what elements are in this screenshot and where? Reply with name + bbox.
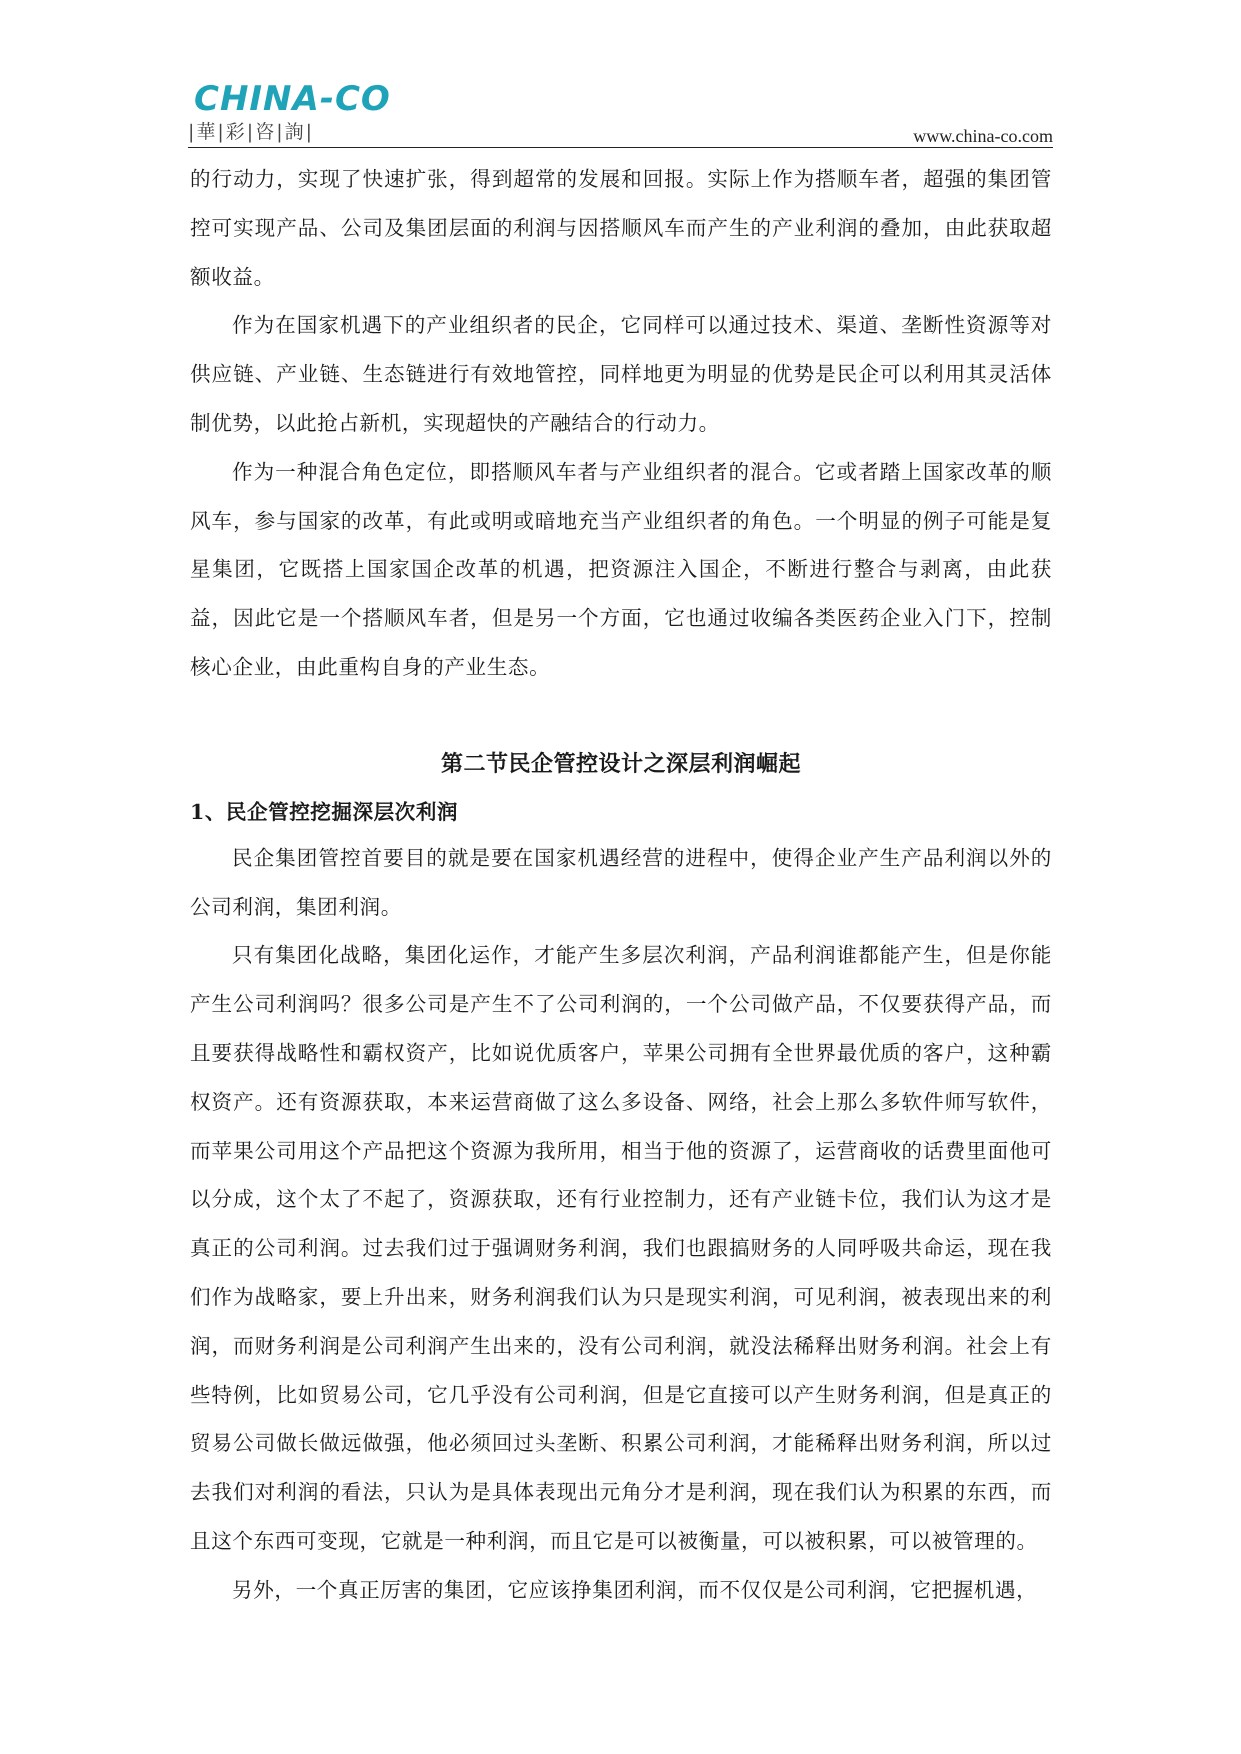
- paragraph-1: 的行动力，实现了快速扩张，得到超常的发展和回报。实际上作为搭顺车者，超强的集团管控可实现产品、公司及集团层面的利润与因搭顺风车而产生的产业利润的叠加，由此获取超额收益。: [190, 167, 1052, 289]
- logo-chinese-name: |華|彩|咨|詢|: [188, 121, 315, 143]
- paragraph-5: 只有集团化战略，集团化运作，才能产生多层次利润，产品利润谁都能产生，但是你能产生公司利润吗？很多公司是产生不了公司利润的，一个公司做产品，不仅要获得产品，而且要获得战略性和霸权资产，比如说优质客户，苹果公司拥有全世界最优质的客户，这种霸权资产。还有资源获取，本来运营商做了这么多设备、网络，社会上那么多软件师写软件，而苹果公司用这个产品把这个资源为我所用，相当于他的资源了，运营商收的话费里面他可以分成，这个太了不起了，资源获取，还有行业控制力，还有产业链卡位，我们认为这才是真正的公司利润。过去我们过于强调财务利润，我们也跟搞财务的人同呼吸共命运，现在我们作为战略家，要上升出来，财务利润我们认为只是现实利润，可见利润，被表现出来的利润，而财务利润是公司利润产生出来的，没有公司利润，就没法稀释出财务利润。社会上有些特例，比如贸易公司，它几乎没有公司利润，但是它直接可以产生财务利润，但是真正的贸易公司做长做远做强，他必须回过头垄断、积累公司利润，才能稀释出财务利润，所以过去我们对利润的看法，只认为是具体表现出元角分才是利润，现在我们认为积累的东西，而且这个东西可变现，它就是一种利润，而且它是可以被衡量，可以被积累，可以被管理的。: [190, 943, 1052, 1553]
- section-title: 第二节民企管控设计之深层利润崛起: [440, 750, 801, 777]
- logo-wordmark: CHINA-CO: [194, 79, 391, 119]
- company-logo: [188, 78, 448, 144]
- header-divider: [188, 147, 1053, 148]
- subsection-title: 1、民企管控挖掘深层次利润: [190, 799, 458, 824]
- paragraph-2: 作为在国家机遇下的产业组织者的民企，它同样可以通过技术、渠道、垄断性资源等对供应链、产业链、生态链进行有效地管控，同样地更为明显的优势是民企可以利用其灵活体制优势，以此抢占新机，实现超快的产融结合的行动力。: [190, 313, 1052, 435]
- paragraph-3: 作为一种混合角色定位，即搭顺风车者与产业组织者的混合。它或者踏上国家改革的顺风车，参与国家的改革，有此或明或暗地充当产业组织者的角色。一个明显的例子可能是复星集团，它既搭上国家国企改革的机遇，把资源注入国企，不断进行整合与剥离，由此获益，因此它是一个搭顺风车者，但是另一个方面，它也通过收编各类医药企业入门下，控制核心企业，由此重构自身的产业生态。: [190, 459, 1052, 679]
- website-url: www.china-co.com: [913, 126, 1053, 146]
- paragraph-4: 民企集团管控首要目的就是要在国家机遇经营的进程中，使得企业产生产品利润以外的公司利润，集团利润。: [190, 845, 1052, 919]
- page-header: [188, 78, 1053, 150]
- paragraph-6: 另外，一个真正厉害的集团，它应该挣集团利润，而不仅仅是公司利润，它把握机遇，: [232, 1577, 1038, 1602]
- body-content: [190, 155, 1052, 1615]
